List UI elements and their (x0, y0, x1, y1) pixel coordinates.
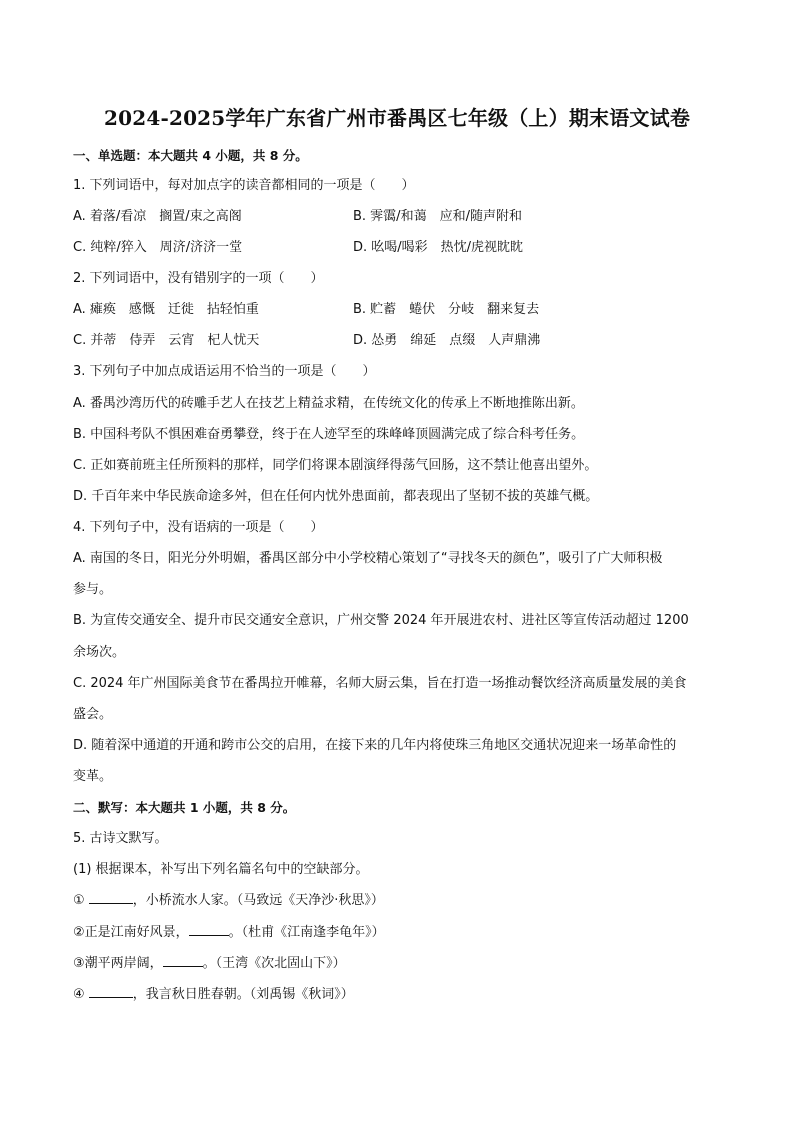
q2-option-a: A. 瘫痪 感慨 迁徙 拈轻怕重 (73, 302, 259, 317)
q3-option-c: C. 正如赛前班主任所预料的那样，同学们将课本剧演绎得荡气回肠，这不禁让他喜出望外。 (73, 458, 598, 473)
q4-option-a-line2: 参与。 (73, 582, 113, 597)
q4-option-b-line1: B. 为宣传交通安全、提升市民交通安全意识，广州交警 2024 年开展进农村、进社区等宣传活动超过 1200 (73, 613, 689, 628)
q5-item-2-suffix: 。（杜甫《江南逢李龟年》） (228, 925, 385, 940)
page-title: 2024-2025学年广东省广州市番禺区七年级（上）期末语文试卷 (103, 106, 691, 130)
q5-item-2 (73, 924, 385, 942)
q5-item-3-prefix: ③潮平两岸阔， (73, 956, 163, 971)
q4-option-d-line2: 变革。 (73, 769, 113, 784)
q3-option-b: B. 中国科考队不惧困难奋勇攀登，终于在人迹罕至的珠峰峰顶圆满完成了综合科考任务。 (73, 427, 585, 442)
q2-option-d: D. 怂勇 绵延 点缀 人声鼎沸 (353, 333, 541, 348)
q3-option-d: D. 千百年来中华民族命途多舛，但在任何内忧外患面前，都表现出了坚韧不拔的英雄气概。 (73, 489, 599, 504)
q3-option-a: A. 番禺沙湾历代的砖雕手艺人在技艺上精益求精，在传统文化的传承上不断地推陈出新。 (73, 396, 584, 411)
q5-item-4 (73, 986, 354, 1004)
q1-option-c: C. 纯粹/猝入 周济/济济一堂 (73, 240, 243, 255)
q4-option-a-line1: A. 南国的冬日，阳光分外明媚，番禺区部分中小学校精心策划了“寻找冬天的颜色”，吸引了广大师积极 (73, 551, 663, 566)
q1-option-b: B. 霁霭/和蔼 应和/随声附和 (353, 209, 522, 224)
q4-stem: 4. 下列句子中，没有语病的一项是（ ） (73, 520, 324, 535)
q1-option-d: D. 吆喝/喝彩 热忱/虎视眈眈 (353, 240, 524, 255)
q5-sub1: (1) 根据课本，补写出下列名篇名句中的空缺部分。 (73, 862, 369, 877)
q4-option-c-line2: 盛会。 (73, 707, 113, 722)
q2-stem: 2. 下列词语中，没有错别字的一项（ ） (73, 271, 324, 286)
q4-option-d-line1: D. 随着深中通道的开通和跨市公交的启用，在接下来的几年内将使珠三角地区交通状况迎来一场革命性的 (73, 738, 677, 753)
q5-item-4-prefix: ④ (73, 987, 85, 1002)
q5-item-2-prefix: ②正是江南好风景， (73, 925, 189, 940)
q5-item-1-prefix: ① (73, 893, 85, 908)
q1-option-a: A. 着落/看凉 搁置/束之高阁 (73, 209, 242, 224)
q3-stem: 3. 下列句子中加点成语运用不恰当的一项是（ ） (73, 364, 376, 379)
section2-heading: 二、默写：本大题共 1 小题，共 8 分。 (73, 800, 296, 815)
q5-item-1-suffix: ，小桥流水人家。（马致远《天净沙·秋思》） (132, 893, 384, 908)
q4-option-c-line1: C. 2024 年广州国际美食节在番禺拉开帷幕，名师大厨云集，旨在打造一场推动餐饮经济高质量发展的美食 (73, 676, 687, 691)
q5-item-2-blank[interactable] (189, 935, 229, 936)
q5-item-1 (73, 892, 384, 910)
q1-stem: 1. 下列词语中，每对加点字的读音都相同的一项是（ ） (73, 178, 415, 193)
q5-item-4-blank[interactable] (89, 997, 133, 998)
section1-heading: 一、单选题：本大题共 4 小题，共 8 分。 (73, 148, 308, 163)
q4-option-b-line2: 余场次。 (73, 645, 126, 660)
q5-item-3 (73, 955, 346, 973)
q2-option-b: B. 贮蓄 蜷伏 分岐 翻来复去 (353, 302, 540, 317)
q2-option-c: C. 并蒂 侍弄 云宵 杞人忧天 (73, 333, 260, 348)
q5-stem: 5. 古诗文默写。 (73, 831, 168, 846)
q5-item-3-suffix: 。（王湾《次北固山下》） (202, 956, 346, 971)
q5-item-4-suffix: ，我言秋日胜春朝。（刘禹锡《秋词》） (132, 987, 354, 1002)
q5-item-1-blank[interactable] (89, 903, 133, 904)
q5-item-3-blank[interactable] (163, 966, 203, 967)
